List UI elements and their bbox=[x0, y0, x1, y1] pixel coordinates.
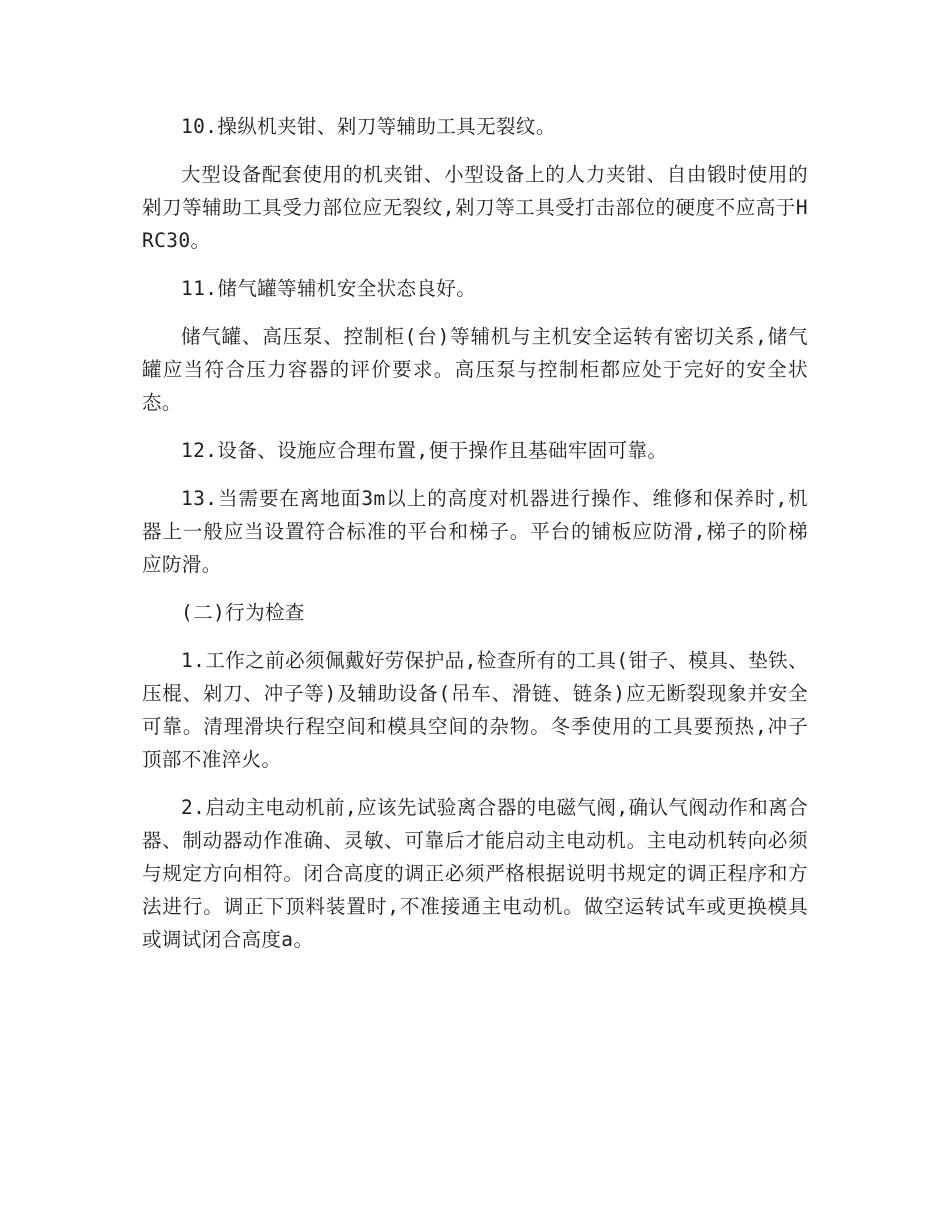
paragraph-item-11-body: 储气罐、高压泵、控制柜(台)等辅机与主机安全运转有密切关系,储气罐应当符合压力容器的评价要求。高压泵与控制柜都应处于完好的安全状态。 bbox=[142, 325, 808, 414]
paragraph-item-10-body: 大型设备配套使用的机夹钳、小型设备上的人力夹钳、自由锻时使用的剁刀等辅助工具受力部位应无裂纹,剁刀等工具受打击部位的硬度不应高于HRC30。 bbox=[142, 163, 808, 252]
paragraph-item-12: 12.设备、设施应合理布置,便于操作且基础牢固可靠。 bbox=[181, 439, 668, 462]
document-body bbox=[142, 110, 808, 971]
section-heading-behavior-check: (二)行为检查 bbox=[181, 601, 305, 624]
paragraph-item-11-heading: 11.储气罐等辅机安全状态良好。 bbox=[181, 277, 477, 300]
paragraph-item-10-heading: 10.操纵机夹钳、剁刀等辅助工具无裂纹。 bbox=[181, 115, 556, 138]
paragraph-item-13: 13.当需要在离地面3m以上的高度对机器进行操作、维修和保养时,机器上一般应当设置符合标准的平台和梯子。平台的铺板应防滑,梯子的阶梯应防滑。 bbox=[142, 487, 808, 576]
paragraph-behavior-2: 2.启动主电动机前,应该先试验离合器的电磁气阀,确认气阀动作和离合器、制动器动作准确、灵敏、可靠后才能启动主电动机。主电动机转向必须与规定方向相符。闭合高度的调正必须严格根据说明书规定的调正程序和方法进行。调正下顶料装置时,不准接通主电动机。做空运转试车或更换模具或调试闭合高度a。 bbox=[142, 796, 808, 951]
paragraph-behavior-1: 1.工作之前必须佩戴好劳保护品,检查所有的工具(钳子、模具、垫铁、压棍、剁刀、冲子等)及辅助设备(吊车、滑链、链条)应无断裂现象并安全可靠。清理滑块行程空间和模具空间的杂物。冬季使用的工具要预热,冲子顶部不准淬火。 bbox=[142, 649, 808, 771]
